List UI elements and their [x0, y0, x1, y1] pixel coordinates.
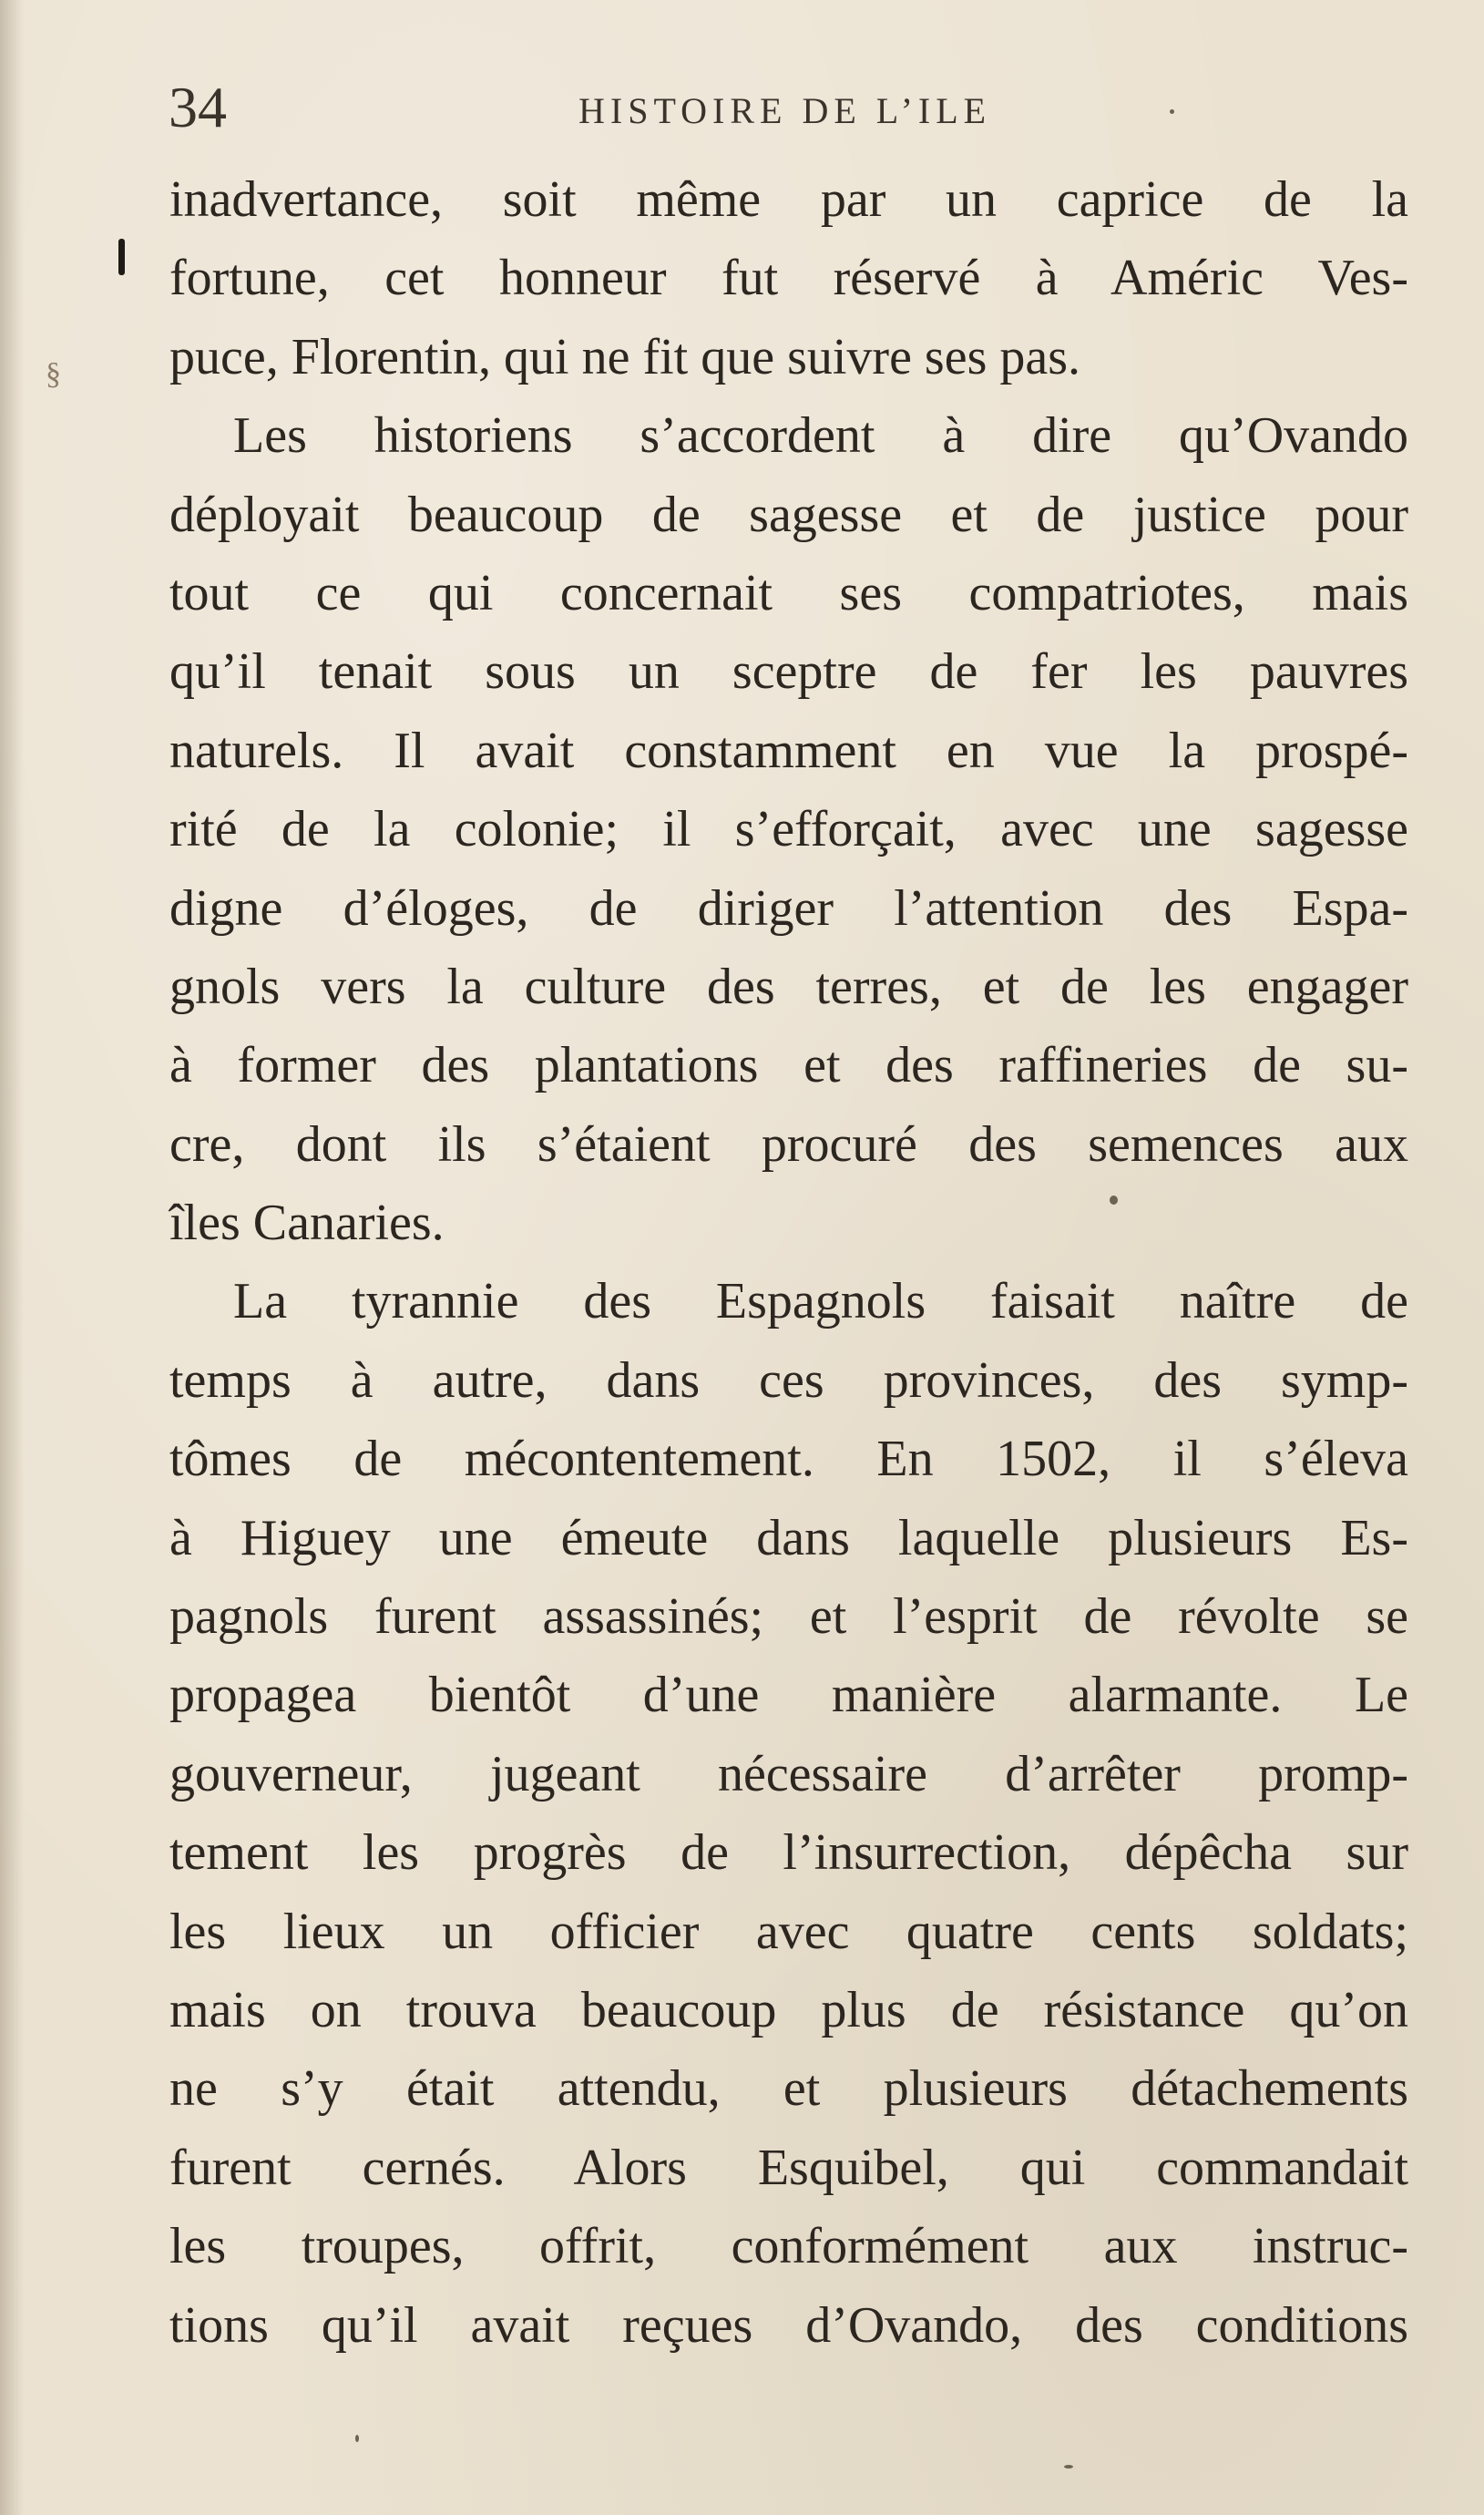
text-line: temps à autre, dans ces provinces, des symp- — [169, 1351, 1408, 1409]
page-number: 34 — [169, 75, 227, 139]
text-line: déployait beaucoup de sagesse et de justice pour — [169, 486, 1408, 543]
text-line: furent cernés. Alors Esquibel, qui commandait — [169, 2139, 1408, 2196]
text-line: gouverneur, jugeant nécessaire d’arrêter promp- — [169, 1745, 1408, 1802]
text-line: à former des plantations et des raffineries de su- — [169, 1037, 1408, 1094]
text-line: naturels. Il avait constamment en vue la prospé- — [169, 722, 1408, 779]
margin-ink-mark — [118, 239, 125, 275]
text-line: tement les progrès de l’insurrection, dépêcha sur — [169, 1824, 1408, 1882]
page-gutter-shadow — [0, 0, 24, 2515]
text-line: qu’il tenait sous un sceptre de fer les pauvres — [169, 643, 1408, 701]
body-text — [169, 160, 1408, 2365]
text-line: îles Canaries. — [169, 1195, 445, 1252]
text-line: pagnols furent assassinés; et l’esprit de révolte se — [169, 1588, 1408, 1646]
running-head: HISTOIRE DE L’ILE — [578, 90, 992, 131]
ink-speck — [1064, 2465, 1073, 2469]
text-line: La tyrannie des Espagnols faisait naître de — [233, 1273, 1408, 1330]
text-line: cre, dont ils s’étaient procuré des semences aux — [169, 1115, 1408, 1173]
text-line: ne s’y était attendu, et plusieurs détachements — [169, 2060, 1408, 2118]
text-line: tout ce qui concernait ses compatriotes, mais — [169, 564, 1408, 621]
text-line: digne d’éloges, de diriger l’attention des Espa- — [169, 879, 1408, 937]
ink-speck — [1170, 109, 1174, 114]
text-line: à Higuey une émeute dans laquelle plusieurs Es- — [169, 1509, 1408, 1566]
text-line: les lieux un officier avec quatre cents soldats; — [169, 1903, 1408, 1960]
text-line: Les historiens s’accordent à dire qu’Ovando — [233, 407, 1408, 465]
page-header — [169, 71, 1407, 144]
text-line: les troupes, offrit, conformément aux instruc- — [169, 2218, 1408, 2275]
margin-note: § — [46, 357, 61, 391]
text-line: tômes de mécontentement. En 1502, il s’éleva — [169, 1431, 1408, 1488]
text-line: puce, Florentin, qui ne fit que suivre ses pas. — [169, 328, 1081, 385]
text-line: propagea bientôt d’une manière alarmante. Le — [169, 1667, 1408, 1724]
ink-speck — [355, 2435, 359, 2442]
text-line: tions qu’il avait reçues d’Ovando, des conditions — [169, 2296, 1408, 2354]
text-line: mais on trouva beaucoup plus de résistance qu’on — [169, 1981, 1408, 2038]
text-line: fortune, cet honneur fut réservé à Améric Ves- — [169, 250, 1408, 307]
text-line: gnols vers la culture des terres, et de les engager — [169, 958, 1408, 1015]
text-line: rité de la colonie; il s’efforçait, avec une sagesse — [169, 801, 1408, 858]
text-line: inadvertance, soit même par un caprice de la — [169, 171, 1408, 228]
